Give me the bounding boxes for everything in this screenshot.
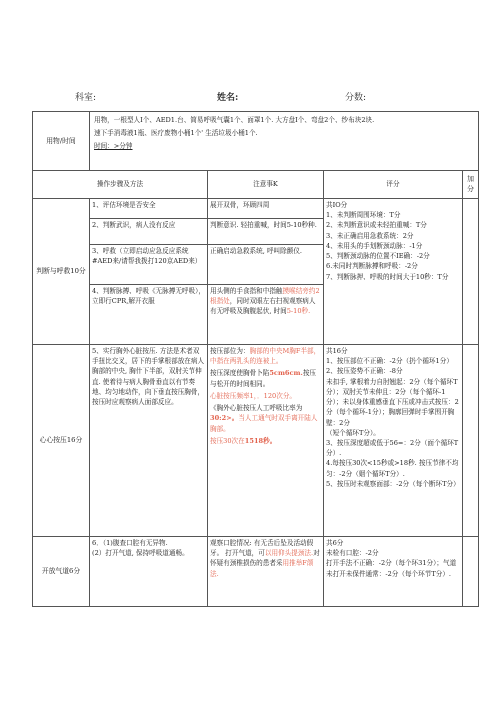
section-category: 判断与呼救10分 xyxy=(33,199,90,345)
score-line: 未扣手, 掌根着力自肘翘起：2分（每个循环T分）；双肘关节未伸且：2分（每个循环-1分）；未以身体重感垂直下压或冲击式按压：2分（每个循环-1分）；胸廓回弹时手掌围开胸壁：2分 xyxy=(326,377,459,427)
cpr-assessment-table xyxy=(32,111,479,607)
note-cell: 正确启动急救系统, 呼叫除颤仪. xyxy=(208,245,324,285)
note-text: 打开气道，可 xyxy=(225,549,265,558)
score-line: 未检有口腔：-2分 xyxy=(326,549,379,558)
note-text: 对怀疑有颈椎损伤的患者采 xyxy=(210,549,320,568)
score-line: 4.每按压30次<15秒或>18秒. 按压节律不均匀：-2分（姻个循环T分）. xyxy=(326,459,459,478)
note-highlight: 当人工通气时双手离开陆人胸部。 xyxy=(210,414,318,433)
note-cell: 判断意识. 轻拍重喊，时间5-10秒种. xyxy=(208,219,324,245)
score-line: 6.未同时判断脉搏和呼吸：-2分 xyxy=(326,262,418,271)
note-text: 按压深度使胸骨卜陷 xyxy=(210,369,270,378)
step-cell: 2、判断武识，病人没有反应 xyxy=(90,219,208,245)
name-label: 姓名: xyxy=(217,93,239,103)
step-cell: 3、呼救（立即启动应急反应系统#AED来/请帮我拨打120京AED来） xyxy=(90,245,208,285)
note-highlight: 5-10秒. xyxy=(286,307,311,316)
note-text: 观察口腔情况: 有无舌后坠及活动假牙。 xyxy=(210,539,314,558)
score-line: （短个循环T分）。 xyxy=(326,428,380,437)
score-line: 4、未用头的手划断颈动脉：-1分 xyxy=(326,241,423,250)
note-text: 《胸外心脏按压人工呼吸比率为 xyxy=(210,404,303,413)
note-text: 按压部位为： xyxy=(210,347,250,355)
deduct-cell xyxy=(463,345,479,537)
score-line: 1、未判断周围环境：T分 xyxy=(326,211,401,220)
score-cell xyxy=(324,345,463,537)
supplies-content xyxy=(90,112,479,171)
deduct-cell xyxy=(463,199,479,345)
table-row xyxy=(33,199,479,219)
column-header-row xyxy=(33,171,479,199)
note-highlight: 5cm6cm. xyxy=(269,369,303,378)
col-notes: 注意事K xyxy=(208,171,324,199)
note-highlight: 以用仰头提颈法. xyxy=(264,549,314,558)
step-cell: 5、实行胸外心脏按压. 方法是术者双手扭比交叉，居下的手掌根部放在病人胸部的中央, 胸什下半部，双肘关节伸直. 使着待与病人胸骨垂直以有节奏地、均匀地动作，向下垂直按压胸骨，按压时应观察病人面部反应。 xyxy=(90,345,208,537)
score-cell xyxy=(324,537,463,607)
score-label: 分数: xyxy=(345,93,367,103)
table-row xyxy=(33,345,479,537)
note-highlight: 胸部的中央M胸F半部，中指在两乳头的连被上。 xyxy=(210,347,321,366)
note-cell xyxy=(208,345,324,537)
section-category: 开放气道6分 xyxy=(33,537,90,607)
note-text: 用头侧的手食指和中指触 xyxy=(210,287,283,295)
col-scoring: 评分 xyxy=(324,171,463,199)
note-text: 按压与松开的时间相同。 xyxy=(210,369,316,388)
score-line: 共16分 xyxy=(326,347,348,355)
note-cell xyxy=(208,285,324,345)
section-category: 心心按压16分 xyxy=(33,345,90,537)
note-highlight: 按压30次在 xyxy=(210,436,245,445)
note-highlight: 摸喉结旁约2根指处 xyxy=(210,287,320,306)
score-line: 3、按压深度超或低于56=：2分（面个循环T分）. xyxy=(326,438,459,458)
score-line: 共IO分 xyxy=(326,201,348,209)
score-line: 3、未正确启用急救系统：2分 xyxy=(326,231,414,240)
step-cell: 6．（1)腹查口腔有无异物. (2）打开气道, 保持呼吸道通畅。 xyxy=(90,537,208,607)
score-line: 5、判断颈动脉的位置不IE确：-2分 xyxy=(326,252,430,261)
deduct-cell xyxy=(463,537,479,607)
supplies-line-1: 用物，一根型人I个、AED1.台、简易呼吸气囊1个、面罩1个. 大方盘I个、弯盘2个、纱布块2块. xyxy=(94,116,375,124)
note-cell: 展开双骨，环顾四周 xyxy=(208,199,324,219)
score-line: 2、未判断意识或未轻拍重喊：T分 xyxy=(326,221,427,230)
note-highlight: 1518秒。 xyxy=(244,436,277,445)
col-deduct: 加分 xyxy=(463,171,479,199)
score-line: 1、按压部位不正确：-2分（扔个循环1分） xyxy=(326,357,453,366)
step-cell: 1、评估环境是否安全 xyxy=(90,199,208,219)
note-cell xyxy=(208,537,324,607)
supplies-category: 用物/时间 xyxy=(33,112,90,171)
score-line: 共6分 xyxy=(326,539,344,547)
score-cell xyxy=(324,199,463,345)
col-steps: 操作步骤及方法 xyxy=(33,171,208,199)
table-row xyxy=(33,537,479,607)
dept-label: 科室: xyxy=(75,93,97,103)
supplies-line-2: 速下手消毒液1瓶、医疗废物小桶1个' 生活垃圾小桶1个. xyxy=(94,129,258,138)
note-text: ，同时双眼左右扫视观察病人有无呼吸及胸腹起伏, 时间 xyxy=(210,297,316,316)
step-cell: 4、判断脉搏、呼吸《无脉搏无呼吸），立即行CPR,解开衣服 xyxy=(90,285,208,345)
time-limit: 时间：>分钟 xyxy=(94,142,133,151)
score-line: 2、按压姿势不正确：-8分 xyxy=(326,367,403,376)
score-line: 打开手法不正确：-2分（每个环31分）；气道未打开未保件通常：-2分（每个环节T分）. xyxy=(326,559,457,578)
supplies-row xyxy=(33,112,479,171)
score-line: 5、按压时未观察面部：-2分（每个断环T分） xyxy=(326,479,460,488)
score-line: 7、判断脉押、呼吸的时间大于10秒：T分 xyxy=(326,272,449,281)
note-highlight: 30:2>。 xyxy=(210,414,239,423)
note-highlight: 心脏按压频率1，．120次分。 xyxy=(210,391,297,400)
note-highlight: 用推举F颌法. xyxy=(210,559,314,578)
